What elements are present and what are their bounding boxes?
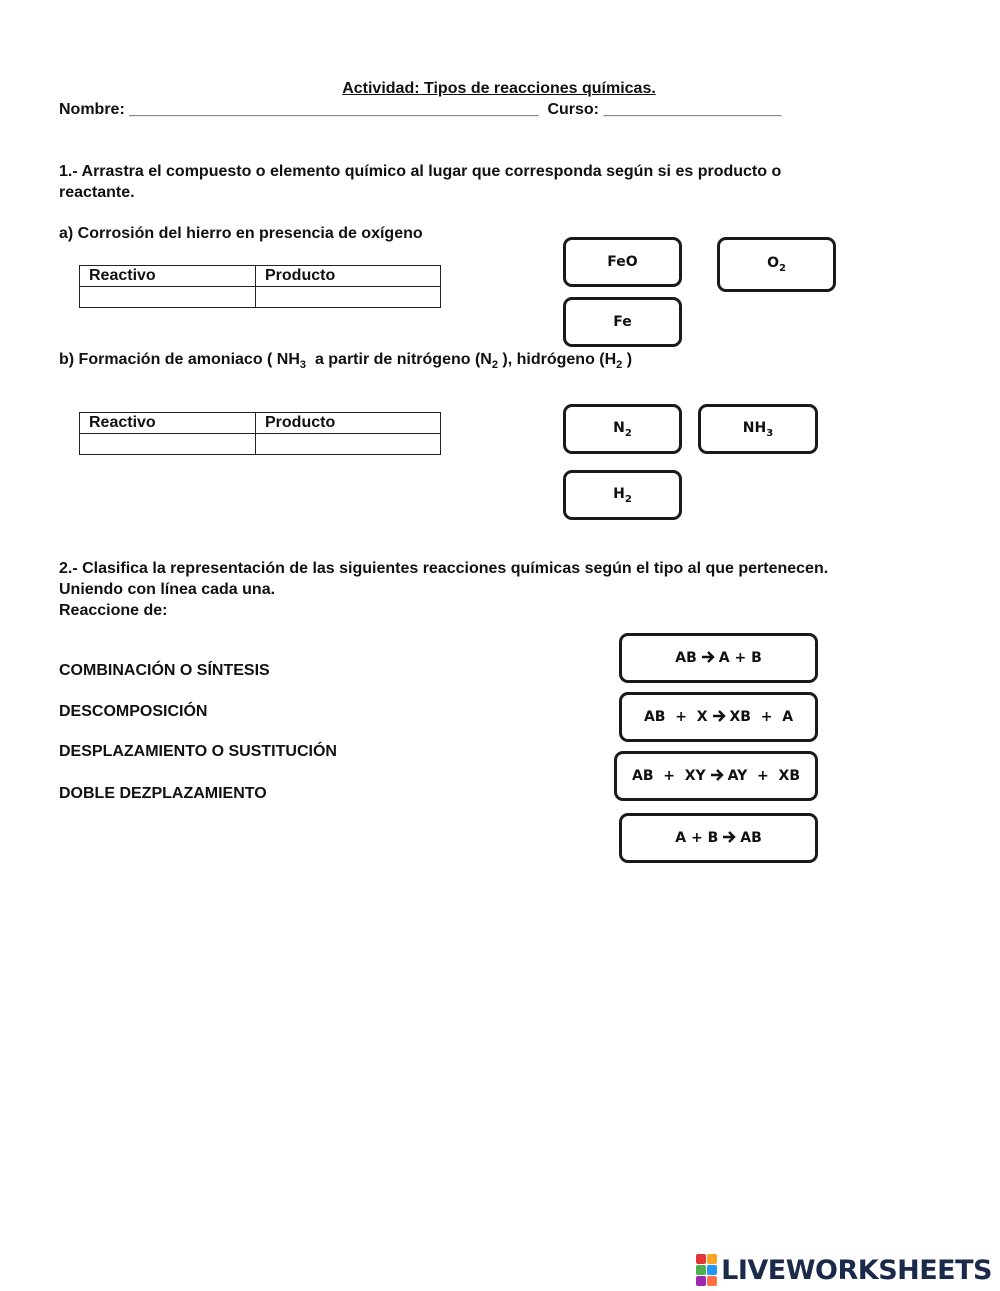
type-desplazamiento[interactable]: DESPLAZAMIENTO O SUSTITUCIÓN xyxy=(59,743,337,760)
logo-cube xyxy=(696,1254,706,1264)
equation-box-3[interactable] xyxy=(614,751,818,801)
name-course-line xyxy=(59,101,781,119)
logo-cubes-icon xyxy=(696,1254,717,1286)
arrow-icon xyxy=(712,710,726,722)
q2-instruction-line2: Uniendo con línea cada una. xyxy=(59,581,276,598)
logo-cube xyxy=(707,1265,717,1275)
chip-feo[interactable] xyxy=(563,237,682,287)
chip-feo-label: FeO xyxy=(607,254,638,270)
equation-1: AB A + B xyxy=(675,650,762,666)
chip-o2-label: $O_2$ xyxy=(767,255,786,274)
chip-h2[interactable] xyxy=(563,470,682,520)
equation-2: AB + X XB + A xyxy=(643,709,794,725)
equation-box-1[interactable] xyxy=(619,633,818,683)
equation-box-4[interactable] xyxy=(619,813,818,863)
chip-o2[interactable] xyxy=(717,237,836,292)
arrow-icon xyxy=(710,769,724,781)
type-doble-desplazamiento[interactable]: DOBLE DEZPLAZAMIENTO xyxy=(59,785,267,802)
q2-instruction-line3: Reaccione de: xyxy=(59,602,168,619)
q1a-table xyxy=(79,265,441,308)
q1-instruction-line1: 1.- Arrastra el compuesto o elemento químico al lugar que corresponda según si es producto o xyxy=(59,163,782,180)
type-combinacion[interactable]: COMBINACIÓN O SÍNTESIS xyxy=(59,662,270,679)
nombre-field[interactable]: ______________________________________________ xyxy=(129,101,539,118)
chip-h2-label: $H_2$ xyxy=(613,485,632,505)
logo-cube xyxy=(696,1265,706,1275)
chip-nh3[interactable] xyxy=(698,404,818,454)
q1a-label: a) Corrosión del hierro en presencia de oxígeno xyxy=(59,225,423,242)
chip-nh3-label: $NH_3$ xyxy=(742,419,774,439)
chip-fe[interactable] xyxy=(563,297,682,347)
nombre-label: Nombre: xyxy=(59,101,125,118)
type-descomposicion[interactable]: DESCOMPOSICIÓN xyxy=(59,703,208,720)
q1b-drop-producto[interactable] xyxy=(256,434,441,455)
equation-3: AB + XY AY + XB xyxy=(632,768,800,784)
curso-field[interactable]: ____________________ xyxy=(603,101,782,118)
q1a-drop-reactivo[interactable] xyxy=(80,287,256,308)
q1b-table xyxy=(79,412,441,455)
q2-instruction-line1: 2.- Clasifica la representación de las siguientes reacciones químicas según el tipo al que pertenecen. xyxy=(59,560,829,577)
page-title: Actividad: Tipos de reacciones químicas. xyxy=(342,80,656,97)
logo-cube xyxy=(707,1254,717,1264)
q1b-header-producto: Producto xyxy=(256,413,441,434)
chip-n2-label: $N_2$ xyxy=(613,419,632,439)
q1b-header-reactivo: Reactivo xyxy=(80,413,256,434)
q1b-drop-reactivo[interactable] xyxy=(80,434,256,455)
chip-fe-label: Fe xyxy=(613,314,632,330)
logo-text: LIVEWORKSHEETS xyxy=(721,1254,992,1286)
logo-cube xyxy=(707,1276,717,1286)
arrow-icon xyxy=(701,651,715,663)
equation-4: A + B AB xyxy=(675,830,762,846)
logo-cube xyxy=(696,1276,706,1286)
arrow-icon xyxy=(722,831,736,843)
curso-label: Curso: xyxy=(547,101,600,118)
liveworksheets-logo xyxy=(696,1254,992,1286)
equation-box-2[interactable] xyxy=(619,692,818,742)
q1b-label: b) Formación de amoniaco ( $NH_3$ a partir de nitrógeno ($N_2$ ), hidrógeno ($H_2$ ) xyxy=(59,351,633,372)
q1a-header-reactivo: Reactivo xyxy=(80,266,256,287)
q1-instruction-line2: reactante. xyxy=(59,184,135,201)
q1a-drop-producto[interactable] xyxy=(256,287,441,308)
chip-n2[interactable] xyxy=(563,404,682,454)
q1a-header-producto: Producto xyxy=(256,266,441,287)
